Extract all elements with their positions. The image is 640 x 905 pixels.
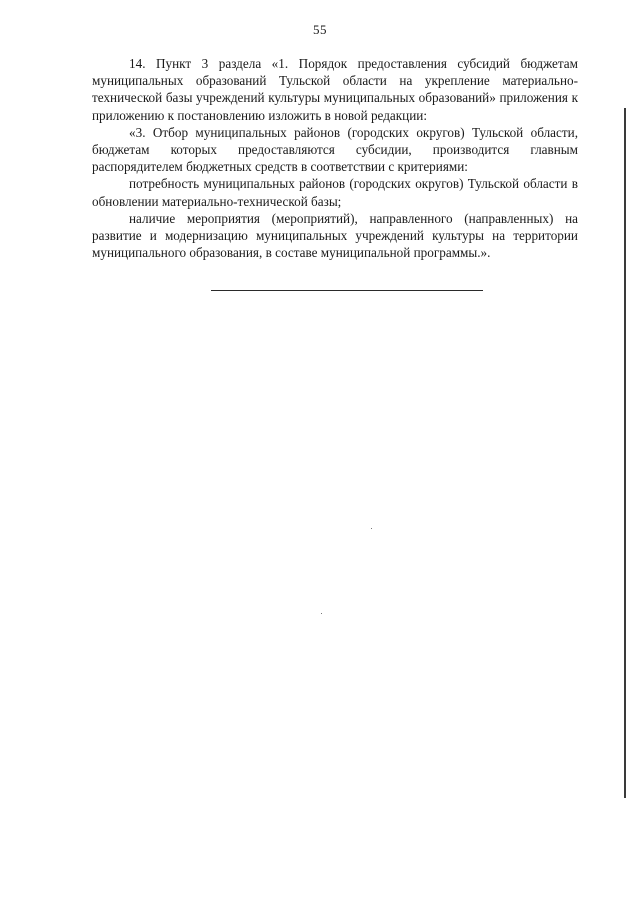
paragraph-item-14: 14. Пункт 3 раздела «1. Порядок предоставления субсидий бюджетам муниципальных образований Тульской области на укрепление материально-технической базы учреждений культуры муниципальных образований» приложения к приложению к постановлению изложить в новой редакции: <box>92 56 578 123</box>
document-body <box>92 55 578 261</box>
paragraph-selection-procedure: «3. Отбор муниципальных районов (городских округов) Тульской области, бюджетам которых предоставляются субсидии, производится главным распорядителем бюджетных средств в соответствии с критериями: <box>92 124 578 175</box>
scan-edge-line <box>624 108 626 798</box>
paragraph-criterion-needs: потребность муниципальных районов (городских округов) Тульской области в обновлении материально-технической базы; <box>92 176 578 209</box>
end-separator-line <box>211 290 483 291</box>
scan-speck <box>371 528 372 529</box>
scan-speck <box>321 613 322 614</box>
page-number: 55 <box>313 22 327 37</box>
paragraph-criterion-program: наличие мероприятия (мероприятий), направленного (направленных) на развитие и модернизацию муниципальных учреждений культуры на территории муниципального образования, в составе муниципальной программы.». <box>92 210 578 261</box>
